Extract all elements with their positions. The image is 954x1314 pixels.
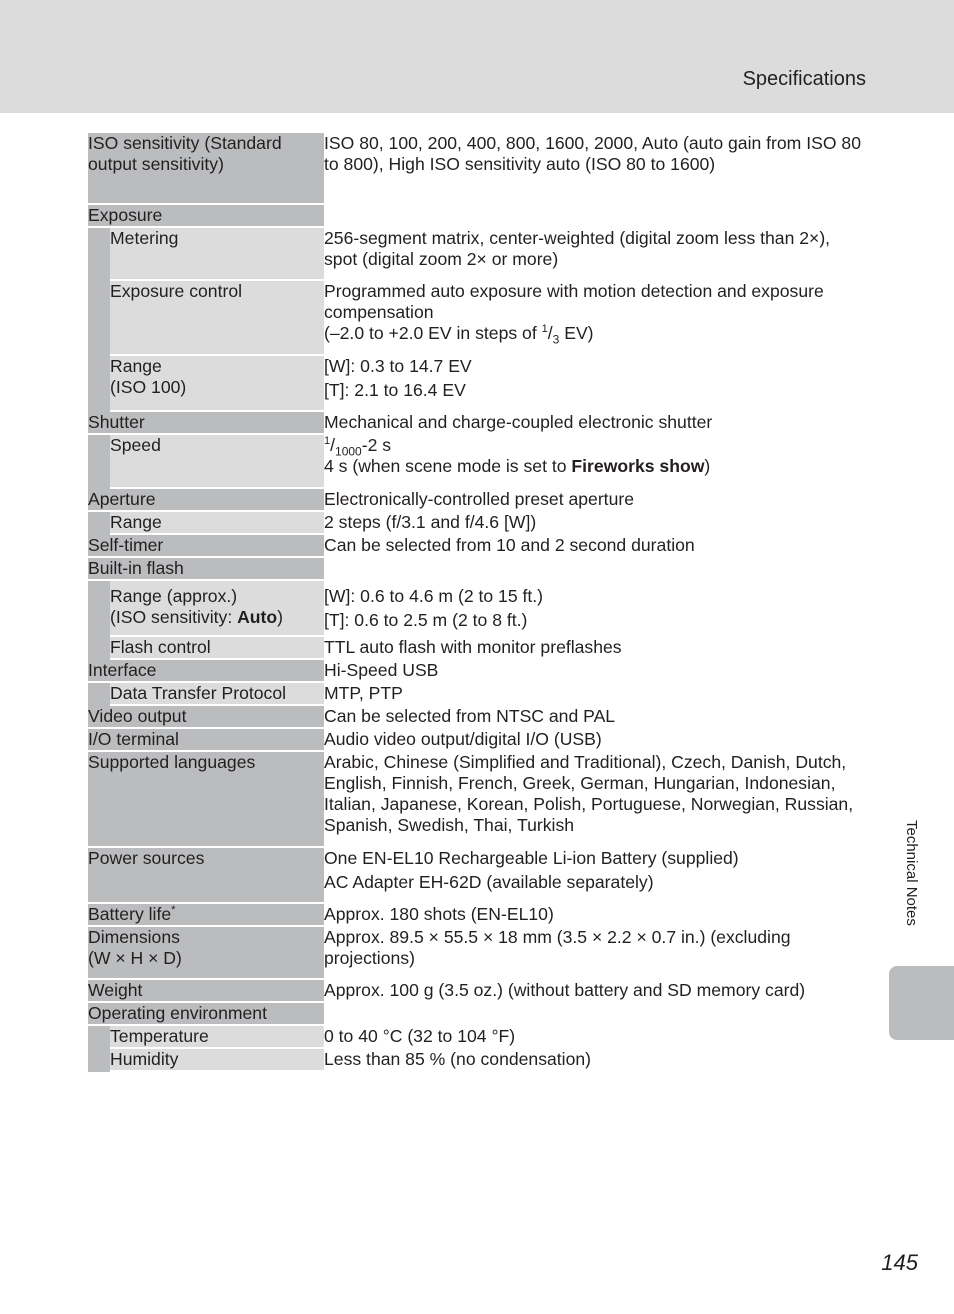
spec-value	[324, 1003, 868, 1026]
specifications-table	[88, 133, 868, 1072]
table-row	[88, 512, 868, 535]
spec-value: MTP, PTP	[324, 683, 868, 706]
table-row	[88, 927, 868, 980]
table-row	[88, 1026, 868, 1049]
spec-label: Built-in flash	[88, 558, 324, 581]
table-row	[88, 133, 868, 205]
spec-label: Exposure	[88, 205, 324, 228]
spec-sublabel: Range (approx.) (ISO sensitivity: Auto)	[110, 581, 324, 637]
spec-label: ISO sensitivity (Standard output sensitivity)	[88, 133, 324, 205]
spec-value: Can be selected from NTSC and PAL	[324, 706, 868, 729]
table-row	[88, 1049, 868, 1072]
value-line: (–2.0 to +2.0 EV in steps of $^1/_3$ EV)	[324, 323, 594, 347]
section-side-label: Technical Notes	[903, 820, 920, 926]
spec-sublabel: Speed	[110, 435, 324, 489]
spec-sublabel: Data Transfer Protocol	[110, 683, 324, 706]
spec-value	[324, 281, 868, 356]
table-row	[88, 729, 868, 752]
page-header	[0, 0, 954, 113]
spec-value: One EN-EL10 Rechargeable Li-ion Battery (supplied) AC Adapter EH-62D (available separately)	[324, 848, 868, 904]
table-row	[88, 660, 868, 683]
page-number: 145	[881, 1250, 918, 1275]
table-row	[88, 412, 868, 435]
indent-bar	[88, 512, 110, 535]
spec-sublabel: Exposure control	[110, 281, 324, 356]
spec-label: Power sources	[88, 848, 324, 904]
indent-bar	[88, 1049, 110, 1072]
table-row	[88, 228, 868, 281]
section-tab	[889, 966, 954, 1040]
spec-value: Hi-Speed USB	[324, 660, 868, 683]
spec-label: Self-timer	[88, 535, 324, 558]
spec-sublabel: Metering	[110, 228, 324, 281]
spec-value: Can be selected from 10 and 2 second duration	[324, 535, 868, 558]
indent-bar	[88, 228, 110, 281]
spec-value: [W]: 0.3 to 14.7 EV [T]: 2.1 to 16.4 EV	[324, 356, 868, 412]
table-row	[88, 281, 868, 356]
table-row	[88, 848, 868, 904]
spec-label: Supported languages	[88, 752, 324, 848]
spec-value: Mechanical and charge-coupled electronic shutter	[324, 412, 868, 435]
table-row	[88, 752, 868, 848]
spec-label: Shutter	[88, 412, 324, 435]
spec-value: Audio video output/digital I/O (USB)	[324, 729, 868, 752]
table-row	[88, 1003, 868, 1026]
table-row	[88, 558, 868, 581]
spec-value: Less than 85 % (no condensation)	[324, 1049, 868, 1072]
indent-bar	[88, 435, 110, 489]
value-line: Programmed auto exposure with motion detection and exposure compensation	[324, 281, 824, 322]
spec-value: ISO 80, 100, 200, 400, 800, 1600, 2000, Auto (auto gain from ISO 80 to 800), High ISO sensitivity auto (ISO 80 to 1600)	[324, 133, 868, 205]
spec-label: Operating environment	[88, 1003, 324, 1026]
spec-sublabel: Humidity	[110, 1049, 324, 1072]
table-row	[88, 904, 868, 927]
spec-label: Dimensions (W × H × D)	[88, 927, 324, 980]
spec-label: I/O terminal	[88, 729, 324, 752]
indent-bar	[88, 1026, 110, 1049]
indent-bar	[88, 683, 110, 706]
spec-value: Electronically-controlled preset aperture	[324, 489, 868, 512]
header-title: Specifications	[742, 68, 866, 90]
spec-value: Approx. 180 shots (EN-EL10)	[324, 904, 868, 927]
spec-value: 0 to 40 °C (32 to 104 °F)	[324, 1026, 868, 1049]
table-row	[88, 683, 868, 706]
spec-value: $^1/_{1000}-2$ s 4 s (when scene mode is set to Fireworks show)	[324, 435, 868, 489]
table-row	[88, 489, 868, 512]
indent-bar	[88, 281, 110, 356]
spec-label: Interface	[88, 660, 324, 683]
spec-value	[324, 205, 868, 228]
spec-sublabel: Flash control	[110, 637, 324, 660]
indent-bar	[88, 637, 110, 660]
spec-sublabel: Range	[110, 512, 324, 535]
table-row	[88, 637, 868, 660]
spec-value: [W]: 0.6 to 4.6 m (2 to 15 ft.) [T]: 0.6 to 2.5 m (2 to 8 ft.)	[324, 581, 868, 637]
table-row	[88, 706, 868, 729]
table-row	[88, 980, 868, 1003]
spec-label: Aperture	[88, 489, 324, 512]
spec-value: TTL auto flash with monitor preflashes	[324, 637, 868, 660]
indent-bar	[88, 356, 110, 412]
spec-sublabel: Temperature	[110, 1026, 324, 1049]
table-row	[88, 581, 868, 637]
spec-value: 2 steps (f/3.1 and f/4.6 [W])	[324, 512, 868, 535]
spec-value: Approx. 100 g (3.5 oz.) (without battery and SD memory card)	[324, 980, 868, 1003]
spec-value	[324, 558, 868, 581]
spec-label: Video output	[88, 706, 324, 729]
spec-sublabel: Range (ISO 100)	[110, 356, 324, 412]
indent-bar	[88, 581, 110, 637]
table-row	[88, 356, 868, 412]
table-row	[88, 205, 868, 228]
table-row	[88, 535, 868, 558]
spec-label: Weight	[88, 980, 324, 1003]
spec-value: 256-segment matrix, center-weighted (digital zoom less than 2×), spot (digital zoom 2× or more)	[324, 228, 868, 281]
table-row	[88, 435, 868, 489]
spec-value: Approx. 89.5 × 55.5 × 18 mm (3.5 × 2.2 × 0.7 in.) (excluding projections)	[324, 927, 868, 980]
spec-value: Arabic, Chinese (Simplified and Traditional), Czech, Danish, Dutch, English, Finnish, French, Greek, German, Hungarian, Indonesian, Italian, Japanese, Korean, Polish, Portuguese, Norwegian, Russian, Spanish, Swedish, Thai, Turkish	[324, 752, 868, 848]
spec-label: Battery life*	[88, 904, 324, 927]
